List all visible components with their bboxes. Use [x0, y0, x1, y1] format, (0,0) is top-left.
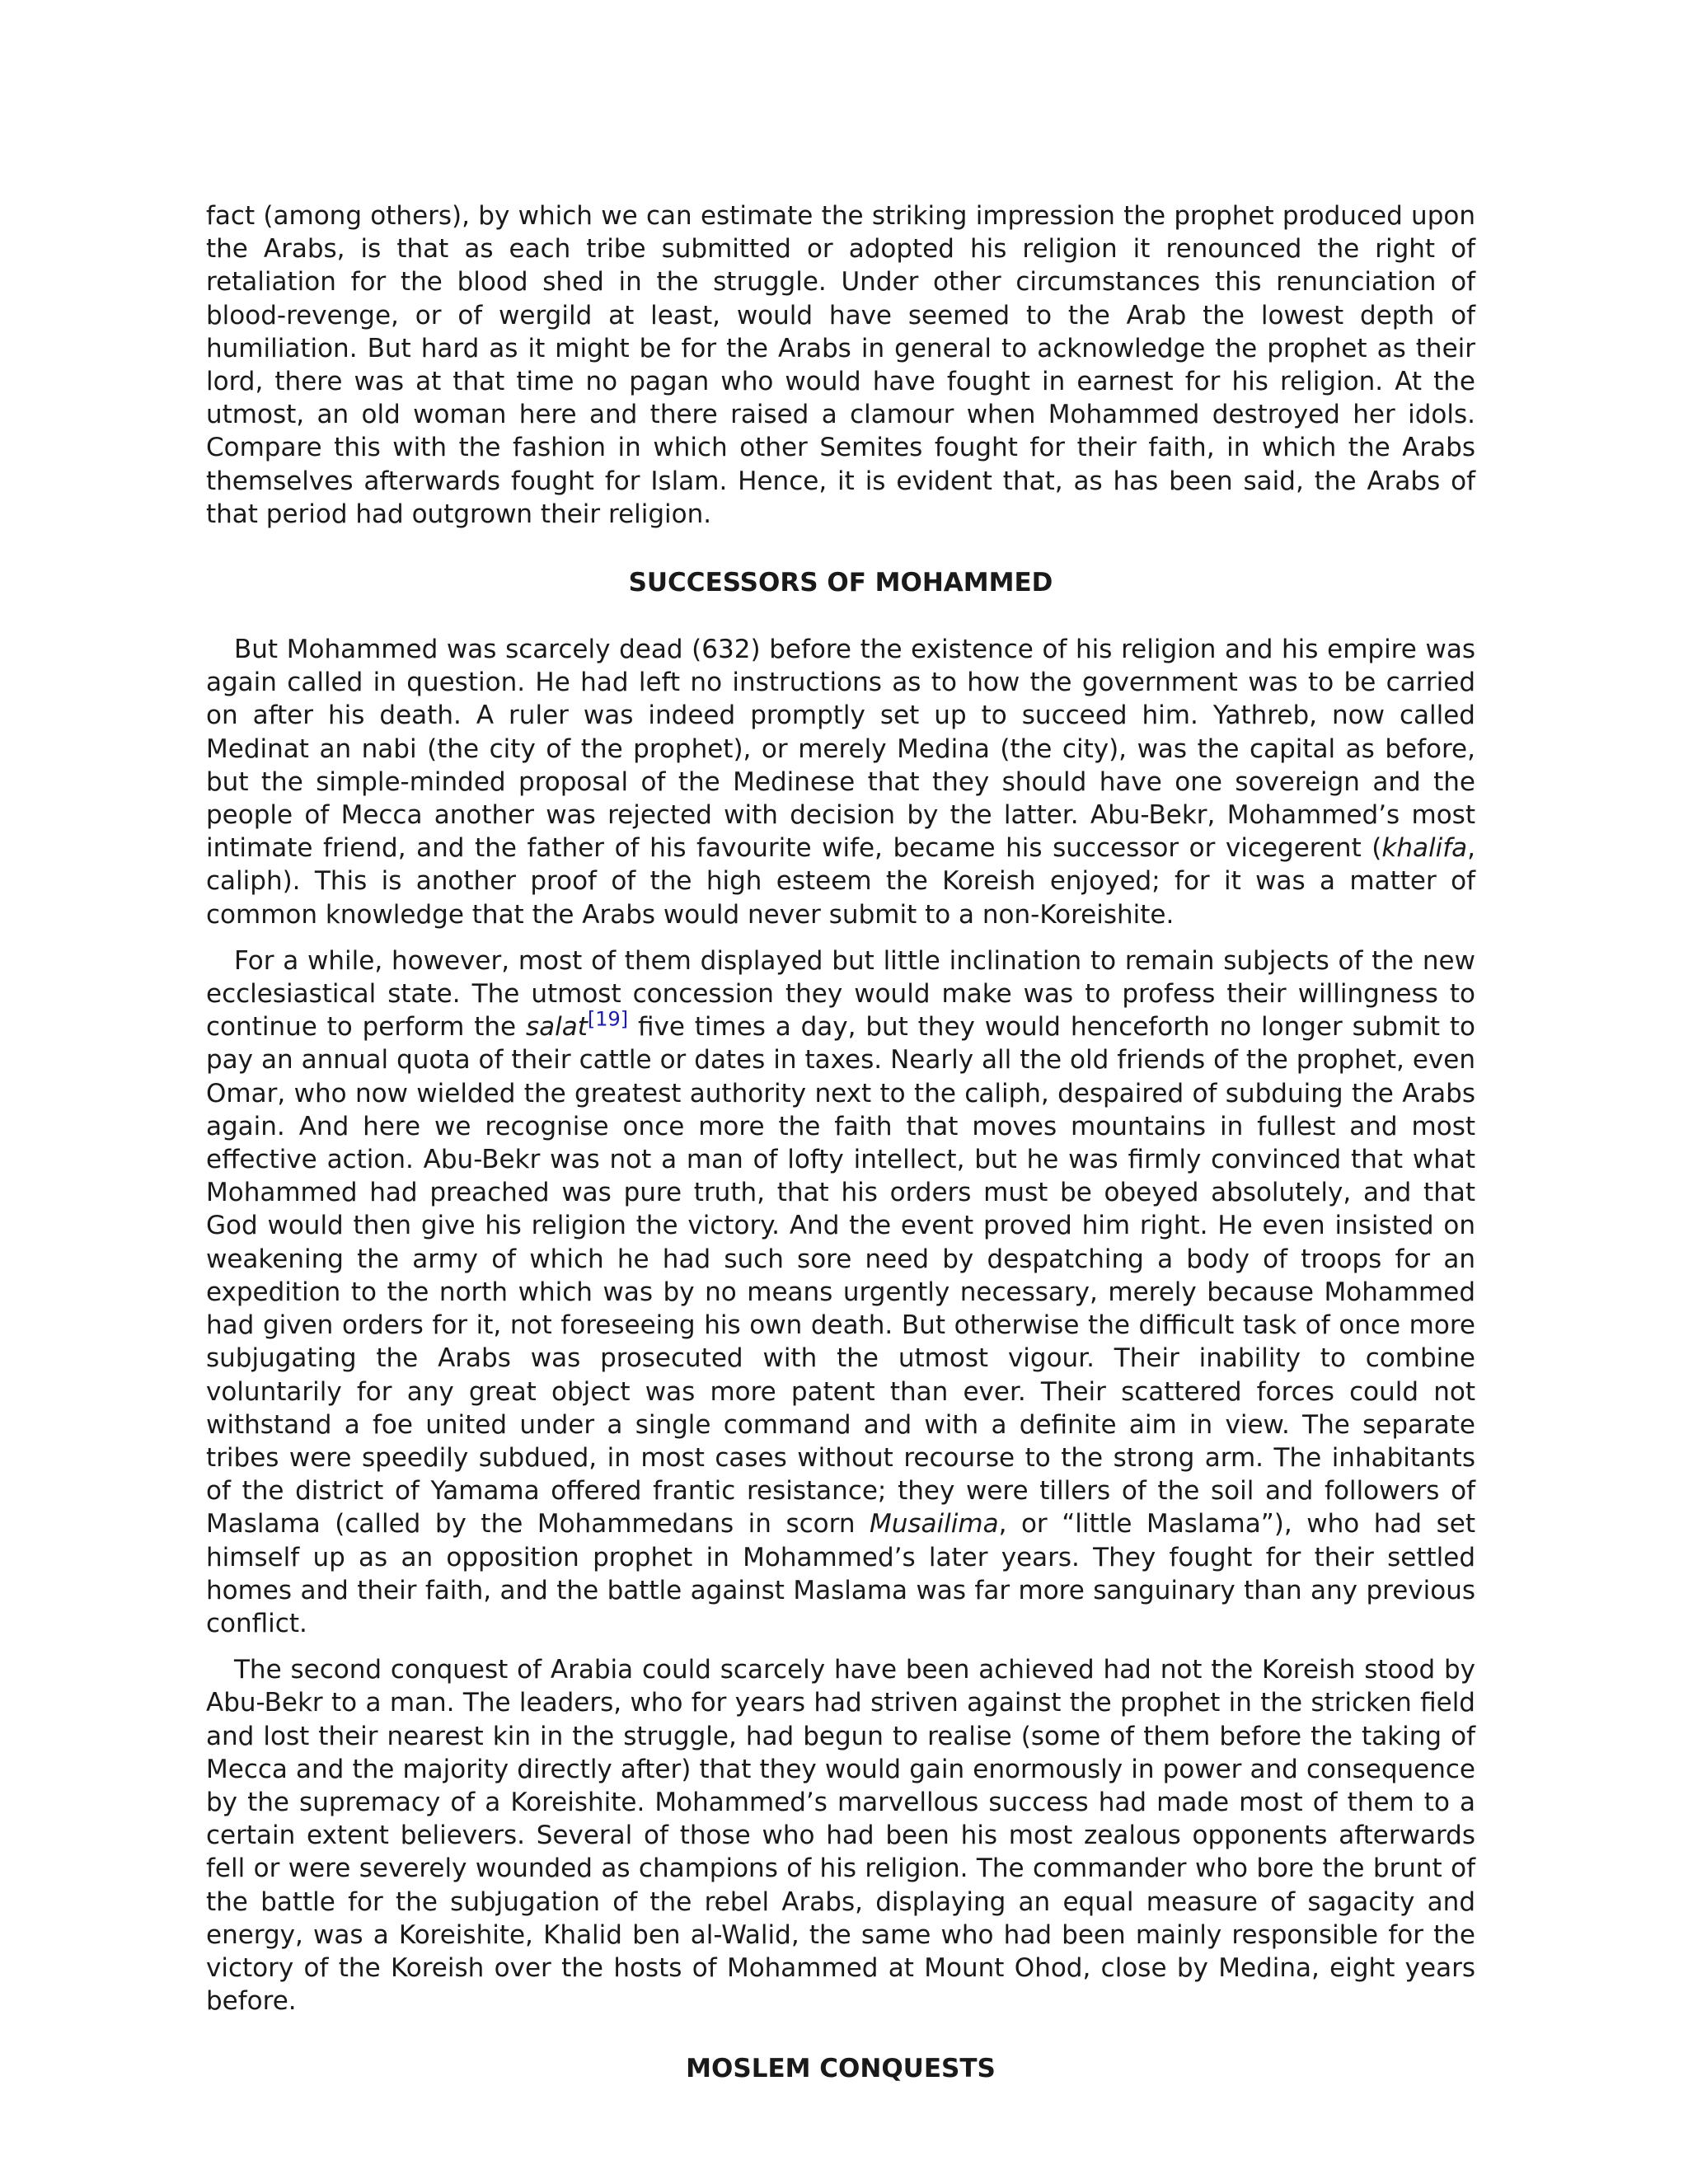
- paragraph-succession: [206, 633, 1475, 931]
- paragraph-rebellion-text-1: For a while, however, most of them displayed but little inclination to remain subjects of the new ecclesiastical state. The utmost concession they would make was to profess their willingness to continue to perform the: [206, 945, 1475, 1043]
- paragraph-second-conquest: The second conquest of Arabia could scarcely have been achieved had not the Koreish stood by Abu-Bekr to a man. The leaders, who for years had striven against the prophet in the stricken field and lost their nearest kin in the struggle, had begun to realise (some of them before the taking of Mecca and the majority directly after) that they would gain enormously in power and consequence by the supremacy of a Koreishite. Mohammed’s marvellous success had made most of them to a certain extent believers. Several of those who had been his most zealous opponents afterwards fell or were severely wounded as champions of his religion. The commander who bore the brunt of the battle for the subjugation of the rebel Arabs, displaying an equal measure of sagacity and energy, was a Koreishite, Khalid ben al-Walid, the same who had been mainly responsible for the victory of the Koreish over the hosts of Mohammed at Mount Ohod, close by Medina, eight years before.: [206, 1655, 1475, 2017]
- paragraph-rebellion-text-2: five times a day, but they would henceforth no longer submit to pay an annual quota of their cattle or dates in taxes. Nearly all the old friends of the prophet, even Omar, who now wielded the greatest authority next to the caliph, despaired of subduing the Arabs again. And here we recognise once more the faith that moves mountains in fullest and most effective action. Abu-Bekr was not a man of lofty intellect, but he was firmly convinced that what Mohammed had preached was pure truth, that his orders must be obeyed absolutely, and that God would then give his religion the victory. And the event proved him right. He even insisted on weakening the army of which he had such sore need by despatching a body of troops for an expedition to the north which was by no means urgently necessary, merely because Mohammed had given orders for it, not foreseeing his own death. But otherwise the difficult task of once more subjugating the Arabs was prosecuted with the utmost vigour. Their inability to combine voluntarily for any great object was more patent than ever. Their scattered forces could not withstand a foe united under a single command and with a definite aim in view. The separate tribes were speedily subdued, in most cases without recourse to the strong arm. The inhabitants of the district of Yamama offered frantic resistance; they were tillers of the soil and followers of Maslama (called by the Mohammedans in scorn: [206, 1012, 1475, 1540]
- term-salat: salat: [525, 1012, 588, 1043]
- footnote-link-19[interactable]: [19]: [587, 1007, 629, 1031]
- heading-moslem-conquests: MOSLEM CONQUESTS: [686, 2054, 996, 2084]
- paragraph-intro: fact (among others), by which we can estimate the striking impression the prophet produced upon the Arabs, is that as each tribe submitted or adopted his religion it renounced the right of retaliation for the blood shed in the struggle. Under other circumstances this renunciation of blood-revenge, or of wergild at least, would have seemed to the Arab the lowest depth of humiliation. But hard as it might be for the Arabs in general to acknowledge the prophet as their lord, there was at that time no pagan who would have fought in earnest for his religion. At the utmost, an old woman here and there raised a clamour when Mohammed destroyed her idols. Compare this with the fashion in which other Semites fought for their faith, in which the Arabs themselves afterwards fought for Islam. Hence, it is evident that, as has been said, the Arabs of that period had outgrown their religion.: [206, 201, 1475, 529]
- heading-successors-of-mohammed: SUCCESSORS OF MOHAMMED: [628, 568, 1053, 598]
- term-khalifa: khalifa: [1381, 833, 1468, 864]
- paragraph-rebellion: [206, 944, 1475, 1640]
- page-content: [206, 199, 1475, 2085]
- term-musailima: Musailima: [870, 1509, 999, 1540]
- paragraph-succession-text-1: But Mohammed was scarcely dead (632) before the existence of his religion and his empire was again called in question. He had left no instructions as to how the government was to be carried on after his death. A ruler was indeed promptly set up to succeed him. Yathreb, now called Medinat an nabi (the city of the prophet), or merely Medina (the city), was the capital as before, but the simple-minded proposal of the Medinese that they should have one sovereign and the people of Mecca another was rejected with decision by the latter. Abu-Bekr, Mohammed’s most intimate friend, and the father of his favourite wife, became his successor or vicegerent (: [206, 635, 1475, 864]
- paragraph-succession-text-2: , caliph). This is another proof of the high esteem the Koreish enjoyed; for it was a matter of common knowledge that the Arabs would never submit to a non-Koreishite.: [206, 833, 1475, 930]
- paragraph-rebellion-text-3: , or “little Maslama”), who had set himself up as an opposition prophet in Mohammed’s later years. They fought for their settled homes and their faith, and the battle against Maslama was far more sanguinary than any previous conflict.: [206, 1509, 1475, 1638]
